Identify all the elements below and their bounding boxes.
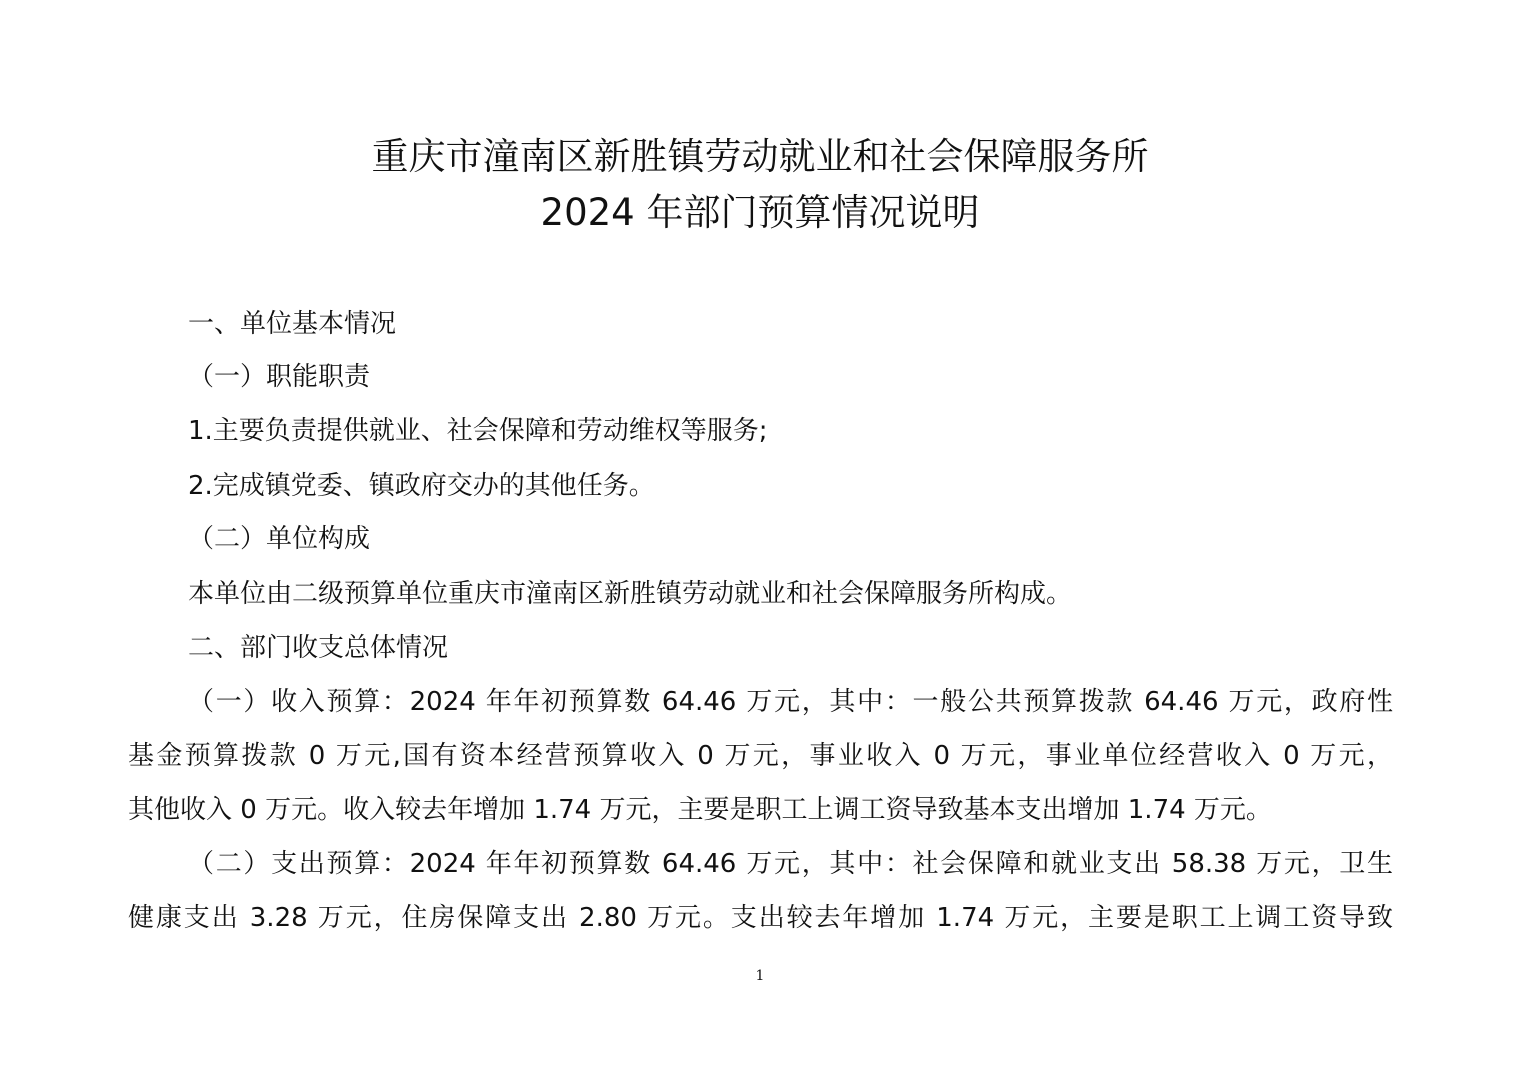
duty-item-2: 2.完成镇党委、镇政府交办的其他任务。 [188,471,655,501]
section-1-heading: 一、单位基本情况 [188,309,397,339]
section-1-sub-2-heading: （二）单位构成 [188,524,371,554]
page-number: 1 [755,968,765,984]
document-title-line1: 重庆市潼南区新胜镇劳动就业和社会保障服务所 [371,135,1149,178]
income-paragraph-line-1: （一）收入预算：2024 年年初预算数 64.46 万元，其中：一般公共预算拨款 64.46 万元，政府性 [188,687,1393,717]
income-paragraph-line-3: 其他收入 0 万元。收入较去年增加 1.74 万元，主要是职工上调工资导致基本支出增加 1.74 万元。 [128,795,1272,825]
expense-paragraph-line-2: 健康支出 3.28 万元，住房保障支出 2.80 万元。支出较去年增加 1.74 万元，主要是职工上调工资导致 [128,903,1393,933]
expense-paragraph-line-1: （二）支出预算：2024 年年初预算数 64.46 万元，其中：社会保障和就业支出 58.38 万元，卫生 [188,849,1393,879]
section-2-heading: 二、部门收支总体情况 [188,633,449,663]
document-title-line2: 2024 年部门预算情况说明 [540,191,980,234]
income-paragraph-line-2: 基金预算拨款 0 万元,国有资本经营预算收入 0 万元，事业收入 0 万元，事业单位经营收入 0 万元， [128,741,1393,771]
unit-composition-text: 本单位由二级预算单位重庆市潼南区新胜镇劳动就业和社会保障服务所构成。 [188,579,1073,609]
section-1-sub-1-heading: （一）职能职责 [188,362,371,392]
duty-item-1: 1.主要负责提供就业、社会保障和劳动维权等服务; [188,416,768,446]
